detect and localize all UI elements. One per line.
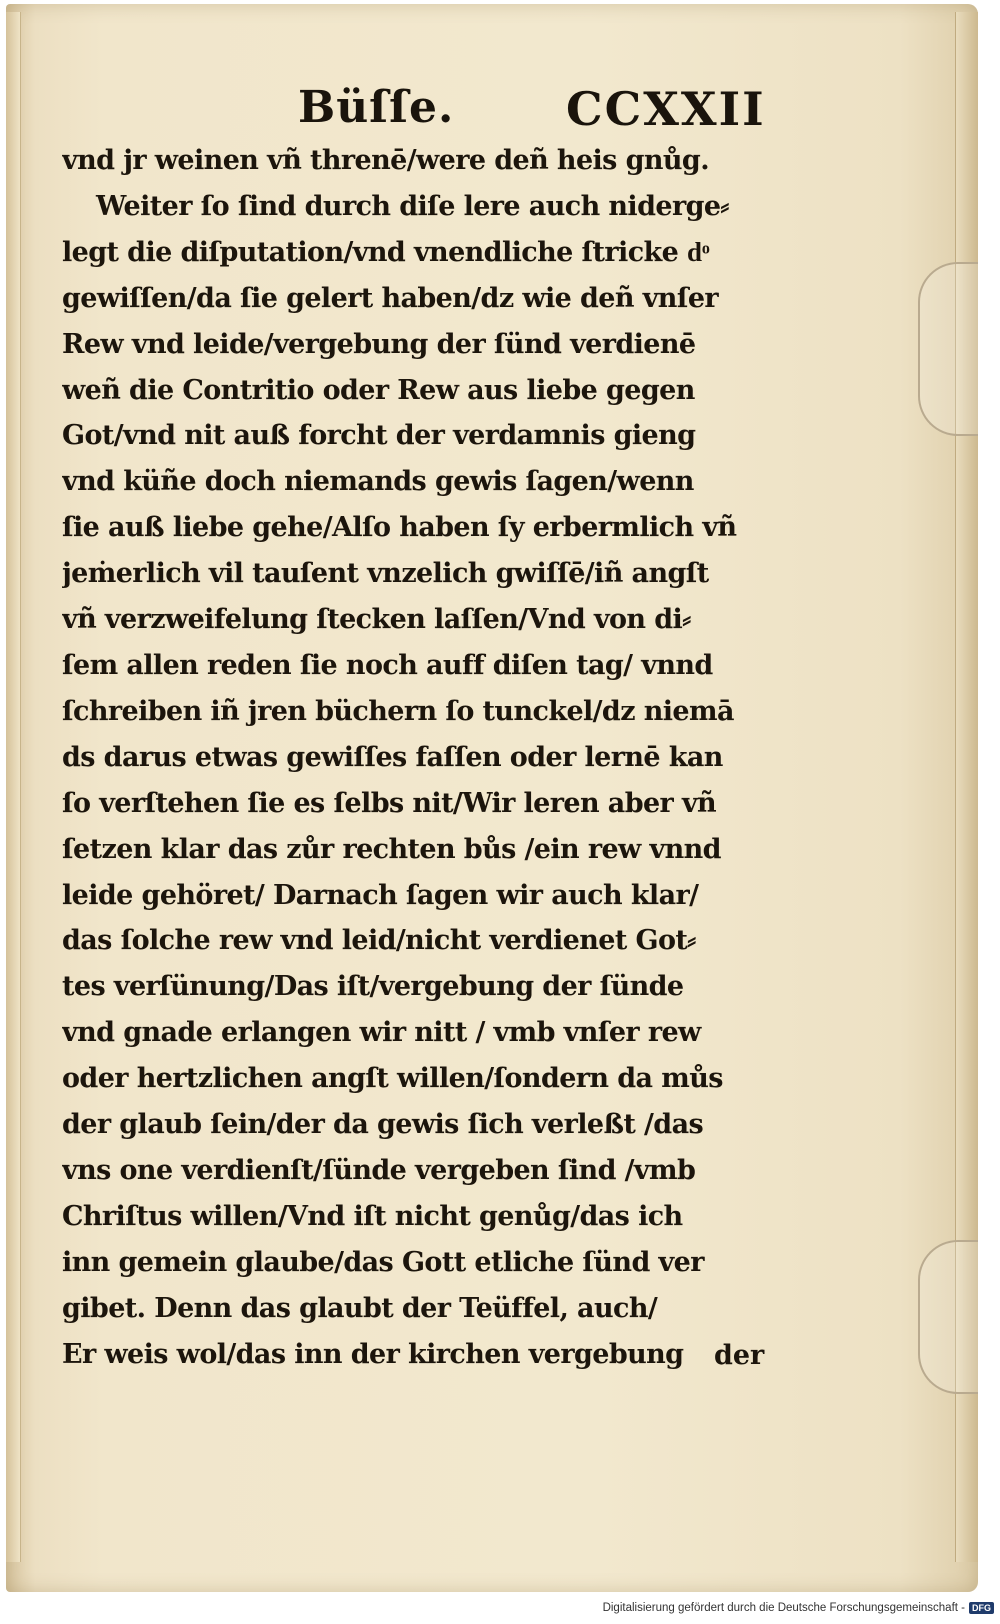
dfg-logo: DFG bbox=[969, 1602, 994, 1614]
text-line: legt die diſputation/vnd vnendliche ſtricke dͦ bbox=[62, 236, 710, 268]
text-line: inn gemein glaube/das Gott etliche ſünd ver bbox=[62, 1246, 704, 1278]
page-clip-bottom bbox=[918, 1240, 978, 1394]
book-page bbox=[6, 4, 978, 1592]
text-line: ds darus etwas gewiſſes faſſen oder lernē kan bbox=[62, 741, 723, 773]
text-block bbox=[62, 138, 780, 1377]
text-line: jeṁerlich vil tauſent vnzelich gwiſſē/iñ angſt bbox=[62, 558, 709, 590]
page-header bbox=[6, 82, 978, 142]
running-head: Büſſe. bbox=[298, 82, 455, 133]
funding-text: Digitalisierung gefördert durch die Deutsche Forschungsgemeinschaft - bbox=[602, 1602, 965, 1614]
text-line: Got/vnd nit auß forcht der verdamnis gieng bbox=[62, 420, 696, 452]
text-line: vñ verzweifelung ſtecken laſſen/Vnd von di⸗ bbox=[62, 604, 691, 636]
text-line: Chriſtus willen/Vnd iſt nicht genůg/das ich bbox=[62, 1200, 683, 1232]
text-line: vns one verdienſt/ſünde vergeben ſind /vmb bbox=[62, 1154, 696, 1186]
text-line: Weiter ſo ſind durch diſe lere auch niderge⸗ bbox=[96, 190, 729, 222]
text-line: tes verſünung/Das iſt/vergebung der ſünde bbox=[62, 971, 684, 1003]
text-line: ſem allen reden ſie noch auff diſen tag/ vnnd bbox=[62, 649, 713, 681]
funding-footer bbox=[603, 1602, 994, 1614]
text-line: ſchreiben iñ jren büchern ſo tunckel/dz niemā bbox=[62, 695, 734, 727]
folio-number: CCXXII bbox=[566, 82, 766, 136]
catchword: der bbox=[714, 1340, 765, 1371]
text-line: ſie auß liebe gehe/Alſo haben ſy erbermlich vñ bbox=[62, 512, 737, 544]
text-line: ſo verſtehen ſie es ſelbs nit/Wir leren aber vñ bbox=[62, 787, 717, 819]
text-line: Rew vnd leide/vergebung der ſünd verdienē bbox=[62, 328, 696, 360]
text-line: vnd jr weinen vñ threnē/were deñ heis gnůg. bbox=[62, 145, 709, 176]
text-line: ſetzen klar das zůr rechten bůs /ein rew vnnd bbox=[62, 833, 721, 865]
page-gutter bbox=[6, 12, 21, 1562]
text-line: vnd gnade erlangen wir nitt / vmb vnſer rew bbox=[62, 1017, 701, 1049]
text-line: das ſolche rew vnd leid/nicht verdienet Got⸗ bbox=[62, 925, 696, 957]
text-line: gibet. Denn das glaubt der Teüffel, auch/ bbox=[62, 1292, 658, 1324]
text-line: gewiſſen/da ſie gelert haben/dz wie deñ vnſer bbox=[62, 282, 719, 314]
text-line: weñ die Contritio oder Rew aus liebe gegen bbox=[62, 374, 695, 406]
text-line: vnd küñe doch niemands gewis ſagen/wenn bbox=[62, 466, 694, 498]
text-line: oder hertzlichen angſt willen/ſondern da můs bbox=[62, 1063, 723, 1095]
page-clip-top bbox=[918, 262, 978, 436]
text-line: der glaub ſein/der da gewis ſich verleßt /das bbox=[62, 1109, 704, 1141]
text-line: leide gehöret/ Darnach ſagen wir auch klar/ bbox=[62, 879, 699, 911]
text-line: Er weis wol/das inn der kirchen vergebung bbox=[62, 1338, 684, 1370]
